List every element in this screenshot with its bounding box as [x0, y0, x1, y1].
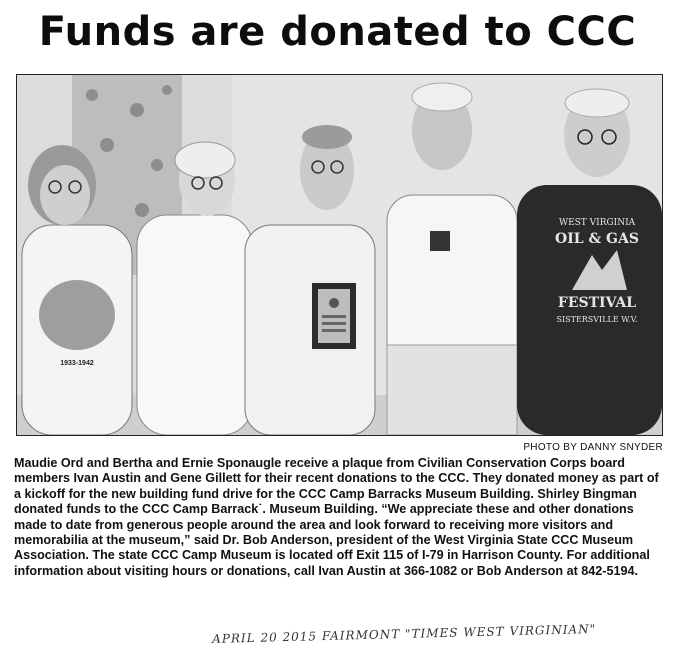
headline: Funds are donated to CCC [38, 9, 637, 55]
shirt-text-left: 1933-1942 [60, 360, 94, 367]
photo-caption: Maudie Ord and Bertha and Ernie Sponaugle receive a plaque from Civilian Conservation Corps board members Ivan Austin and Gene Gillett for their recent donations to the CCC. They donated money as part of a kickoff for the new building fund drive for the CCC Camp Barracks Museum Building. Shirley Bingman donated funds to the CCC Camp Barrack˙. Museum Building. “We appreciate these and other donations made to date from generous people around the area and look forward to receiving more visitors and memorabilia at the museum,” said Dr. Bob Anderson, president of the West Virginia State CCC Museum Association. The state CCC Camp Museum is located off Exit 115 of I-79 in Harrison County. For additional information about visiting hours or donations, call Ivan Austin at 366-1082 or Bob Anderson at 842-5194. [14, 456, 659, 578]
shirt-text-right-4: SISTERSVILLE W.V. [556, 315, 638, 324]
news-photo [16, 74, 663, 436]
shirt-text-right-2: OIL & GAS [555, 231, 639, 247]
shirt-text-right-1: WEST VIRGINIA [558, 218, 636, 228]
handwritten-note: APRIL 20 2015 FAIRMONT "TIMES WEST VIRGINIAN" [212, 621, 597, 646]
photo-illustration [17, 75, 662, 435]
shirt-text-right-3: FESTIVAL [557, 295, 637, 311]
photo-credit: PHOTO BY DANNY SNYDER [523, 442, 663, 453]
